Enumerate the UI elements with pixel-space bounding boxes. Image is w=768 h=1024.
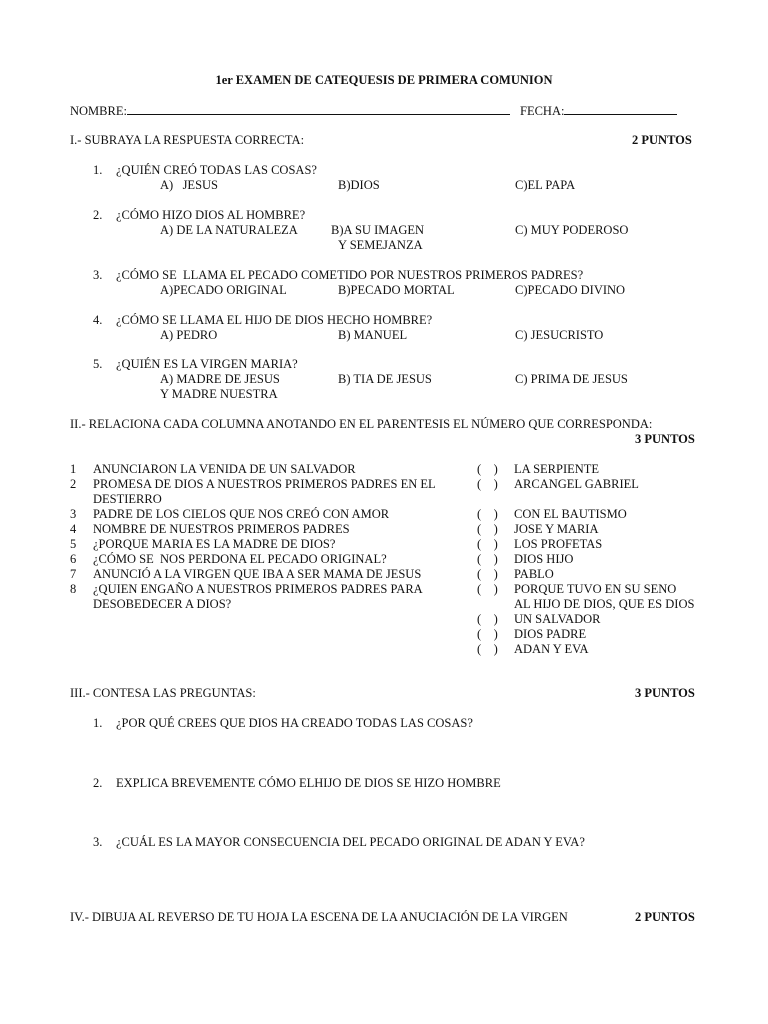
question-number: 3.: [93, 268, 103, 282]
left-item-text: ¿CÓMO SE NOS PERDONA EL PECADO ORIGINAL?: [93, 552, 387, 566]
section3-points: 3 PUNTOS: [635, 686, 695, 700]
question-number: 3.: [93, 835, 103, 849]
left-item-number: 3: [70, 507, 77, 521]
option-c[interactable]: C) PRIMA DE JESUS: [515, 372, 628, 386]
left-item-number: 1: [70, 462, 77, 476]
left-item-number: 4: [70, 522, 77, 536]
right-item-text: DIOS HIJO: [514, 552, 574, 566]
answer-parenthesis[interactable]: ( ): [477, 612, 498, 626]
question-number: 4.: [93, 313, 103, 327]
question-number: 1.: [93, 163, 103, 177]
answer-parenthesis[interactable]: ( ): [477, 522, 498, 536]
section1-heading: I.- SUBRAYA LA RESPUESTA CORRECTA:: [70, 133, 305, 147]
answer-parenthesis[interactable]: ( ): [477, 582, 498, 596]
option-b[interactable]: B) MANUEL: [338, 328, 408, 342]
name-label: NOMBRE:: [70, 104, 127, 118]
left-item-text: PROMESA DE DIOS A NUESTROS PRIMEROS PADRES EN EL: [93, 477, 436, 491]
left-item-text-continued: DESOBEDECER A DIOS?: [93, 597, 232, 611]
option-c[interactable]: C) JESUCRISTO: [515, 328, 604, 342]
answer-parenthesis[interactable]: ( ): [477, 462, 498, 476]
option-c[interactable]: C) MUY PODEROSO: [515, 223, 629, 237]
answer-parenthesis[interactable]: ( ): [477, 537, 498, 551]
answer-parenthesis[interactable]: ( ): [477, 567, 498, 581]
exam-title: 1er EXAMEN DE CATEQUESIS DE PRIMERA COMUNION: [215, 73, 553, 87]
right-item-text: LA SERPIENTE: [514, 462, 600, 476]
option-b[interactable]: B)A SU IMAGEN: [331, 223, 425, 237]
question-number: 1.: [93, 716, 103, 730]
date-blank-line[interactable]: [564, 103, 677, 115]
name-blank-line[interactable]: [127, 103, 510, 115]
option-c[interactable]: C)EL PAPA: [515, 178, 576, 192]
section2-points: 3 PUNTOS: [635, 432, 695, 446]
right-item-text: LOS PROFETAS: [514, 537, 603, 551]
left-item-text-continued: DESTIERRO: [93, 492, 162, 506]
option-a[interactable]: A) JESUS: [160, 178, 218, 192]
left-item-text: ¿QUIEN ENGAÑO A NUESTROS PRIMEROS PADRES PARA: [93, 582, 423, 596]
answer-parenthesis[interactable]: ( ): [477, 627, 498, 641]
section3-question-3: ¿CUÁL ES LA MAYOR CONSECUENCIA DEL PECADO ORIGINAL DE ADAN Y EVA?: [116, 835, 585, 849]
right-item-text: CON EL BAUTISMO: [514, 507, 627, 521]
section4-points: 2 PUNTOS: [635, 910, 695, 924]
section3-question-2: EXPLICA BREVEMENTE CÓMO ELHIJO DE DIOS SE HIZO HOMBRE: [116, 776, 501, 790]
option-b[interactable]: B)DIOS: [338, 178, 380, 192]
left-item-number: 2: [70, 477, 77, 491]
option-c[interactable]: C)PECADO DIVINO: [515, 283, 626, 297]
date-field-row: [520, 103, 677, 119]
left-item-text: PADRE DE LOS CIELOS QUE NOS CREÓ CON AMOR: [93, 507, 390, 521]
answer-parenthesis[interactable]: ( ): [477, 477, 498, 491]
section3-heading: III.- CONTESA LAS PREGUNTAS:: [70, 686, 256, 700]
right-item-text: JOSE Y MARIA: [514, 522, 599, 536]
section1-points: 2 PUNTOS: [632, 133, 692, 147]
right-item-text-continued: AL HIJO DE DIOS, QUE ES DIOS: [514, 597, 695, 611]
option-b[interactable]: B)PECADO MORTAL: [338, 283, 455, 297]
left-item-number: 5: [70, 537, 77, 551]
option-a-continued[interactable]: Y MADRE NUESTRA: [160, 387, 278, 401]
name-field-row: [70, 103, 510, 119]
question-number: 5.: [93, 357, 103, 371]
answer-parenthesis[interactable]: ( ): [477, 642, 498, 656]
question-text: ¿CÓMO HIZO DIOS AL HOMBRE?: [116, 208, 306, 222]
left-item-number: 6: [70, 552, 77, 566]
left-item-text: ¿PORQUE MARIA ES LA MADRE DE DIOS?: [93, 537, 336, 551]
option-a[interactable]: A) MADRE DE JESUS: [160, 372, 280, 386]
question-text: ¿CÓMO SE LLAMA EL PECADO COMETIDO POR NUESTROS PRIMEROS PADRES?: [116, 268, 584, 282]
right-item-text: UN SALVADOR: [514, 612, 601, 626]
right-item-text: DIOS PADRE: [514, 627, 587, 641]
option-a[interactable]: A) DE LA NATURALEZA: [160, 223, 298, 237]
section2-heading: II.- RELACIONA CADA COLUMNA ANOTANDO EN EL PARENTESIS EL NÚMERO QUE CORRESPONDA:: [70, 417, 653, 431]
left-item-text: ANUNCIARON LA VENIDA DE UN SALVADOR: [93, 462, 356, 476]
right-item-text: ARCANGEL GABRIEL: [514, 477, 639, 491]
question-text: ¿QUIÉN CREÓ TODAS LAS COSAS?: [116, 163, 317, 177]
left-item-number: 8: [70, 582, 77, 596]
option-b[interactable]: B) TIA DE JESUS: [338, 372, 432, 386]
question-number: 2.: [93, 208, 103, 222]
right-item-text: ADAN Y EVA: [514, 642, 589, 656]
left-item-text: NOMBRE DE NUESTROS PRIMEROS PADRES: [93, 522, 350, 536]
answer-parenthesis[interactable]: ( ): [477, 552, 498, 566]
option-b-continued[interactable]: Y SEMEJANZA: [338, 238, 423, 252]
right-item-text: PORQUE TUVO EN SU SENO: [514, 582, 677, 596]
option-a[interactable]: A) PEDRO: [160, 328, 218, 342]
section3-question-1: ¿POR QUÉ CREES QUE DIOS HA CREADO TODAS LAS COSAS?: [116, 716, 473, 730]
left-item-text: ANUNCIÓ A LA VIRGEN QUE IBA A SER MAMA DE JESUS: [93, 567, 422, 581]
question-text: ¿QUIÉN ES LA VIRGEN MARIA?: [116, 357, 298, 371]
question-text: ¿CÓMO SE LLAMA EL HIJO DE DIOS HECHO HOMBRE?: [116, 313, 433, 327]
section4-heading: IV.- DIBUJA AL REVERSO DE TU HOJA LA ESCENA DE LA ANUCIACIÓN DE LA VIRGEN: [70, 910, 568, 924]
left-item-number: 7: [70, 567, 77, 581]
answer-parenthesis[interactable]: ( ): [477, 507, 498, 521]
right-item-text: PABLO: [514, 567, 554, 581]
date-label: FECHA:: [520, 104, 565, 118]
option-a[interactable]: A)PECADO ORIGINAL: [160, 283, 287, 297]
question-number: 2.: [93, 776, 103, 790]
